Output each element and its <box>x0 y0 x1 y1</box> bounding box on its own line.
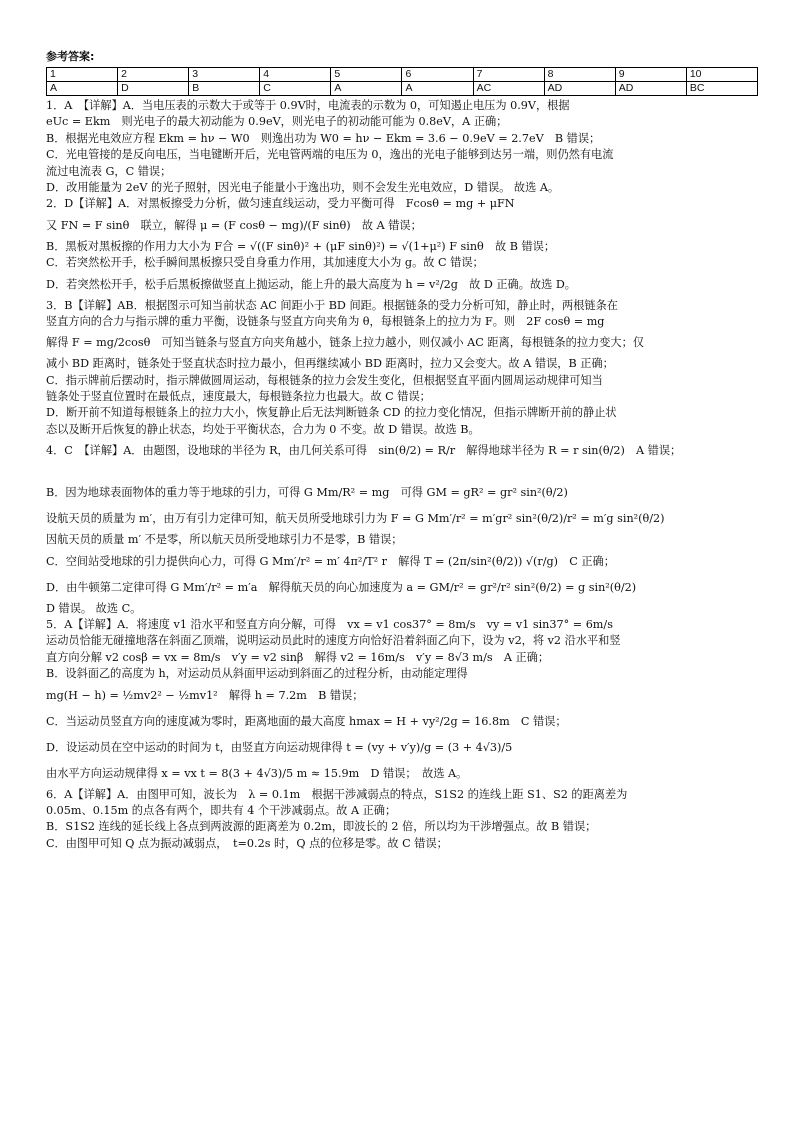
question-number-cell: 6 <box>402 68 473 82</box>
question-number-row <box>47 68 758 82</box>
reference-answer-heading: 参考答案: <box>46 50 95 63</box>
explanation-line: 设航天员的质量为 m′，由万有引力定律可知，航天员所受地球引力为 F = G Mm′/r² = m′gr² sin²(θ/2)/r² = m′g sin²(θ/2) <box>46 512 665 526</box>
explanation-line <box>46 464 758 480</box>
question-number-cell: 7 <box>473 68 544 82</box>
answer-cell: AC <box>473 82 544 96</box>
explanation-text <box>46 98 758 852</box>
question-number-cell: 3 <box>189 68 260 82</box>
answer-cell: AD <box>544 82 615 96</box>
question-number-cell: 4 <box>260 68 331 82</box>
explanation-line: 竖直方向的合力与指示牌的重力平衡，设链条与竖直方向夹角为 θ，每根链条上的拉力为 F。则 2F cosθ = mg <box>46 314 605 328</box>
explanation-line: 态以及断开后恢复的静止状态，均处于平衡状态，合力为 0 不变。故 D 错误。故选 B。 <box>46 422 480 436</box>
explanation-line: 因航天员的质量 m′ 不是零，所以航天员所受地球引力不是零，B 错误； <box>46 533 403 547</box>
explanation-line: 由水平方向运动规律得 x = vx t = 8(3 + 4√3)/5 m ≈ 15.9m D 错误； 故选 A。 <box>46 766 468 780</box>
explanation-line: B．黑板对黑板擦的作用力大小为 F合 = √((F sinθ)² + (μF sinθ)²) = √(1+μ²) F sinθ 故 B 错误； <box>46 239 556 253</box>
explanation-line: B．设斜面乙的高度为 h，对运动员从斜面甲运动到斜面乙的过程分析，由动能定理得 <box>46 667 468 681</box>
answer-cell: A <box>402 82 473 96</box>
explanation-line: C．由图甲可知 Q 点为振动减弱点， t=0.2s 时，Q 点的位移是零。故 C 错误； <box>46 836 448 850</box>
question-number-cell: 10 <box>686 68 757 82</box>
explanation-line: eUc = Ekm 则光电子的最大初动能为 0.9eV，则光电子的初动能可能为 0.8eV，A 正确； <box>46 115 508 129</box>
explanation-line: 流过电流表 G，C 错误； <box>46 164 172 178</box>
answer-cell: A <box>331 82 402 96</box>
answer-cell: AD <box>615 82 686 96</box>
explanation-line: 0.05m、0.15m 的点各有两个，即共有 4 个干涉减弱点。故 A 正确； <box>46 803 397 817</box>
question-number-cell: 1 <box>47 68 118 82</box>
explanation-line: D 错误。 故选 C。 <box>46 601 142 615</box>
explanation-line: B．因为地球表面物体的重力等于地球的引力，可得 G Mm/R² = mg 可得 GM = gR² = gr² sin²(θ/2) <box>46 486 568 500</box>
explanation-line: 直方向分解 v2 cosβ = vx = 8m/s v′y = v2 sinβ 解得 v2 = 16m/s v′y = 8√3 m/s A 正确； <box>46 650 550 664</box>
explanation-line: 解得 F = mg/2cosθ 可知当链条与竖直方向夹角越小，链条上拉力越小，则仅减小 AC 距离，每根链条的拉力变大；仅 <box>46 336 644 350</box>
answer-cell: C <box>260 82 331 96</box>
question-number-cell: 9 <box>615 68 686 82</box>
question-number-cell: 2 <box>118 68 189 82</box>
explanation-line: 又 FN = F sinθ 联立，解得 μ = (F cosθ − mg)/(F sinθ) 故 A 错误； <box>46 218 422 232</box>
answer-row <box>47 82 758 96</box>
answer-cell: BC <box>686 82 757 96</box>
explanation-line: 4．C 【详解】A．由题图，设地球的半径为 R，由几何关系可得 sin(θ/2) = R/r 解得地球半径为 R = r sin(θ/2) A 错误； <box>46 444 682 458</box>
explanation-line: C．当运动员竖直方向的速度减为零时，距离地面的最大高度 hmax = H + vy²/2g = 16.8m C 错误； <box>46 714 567 728</box>
explanation-line: D．设运动员在空中运动的时间为 t，由竖直方向运动规律得 t = (vy + v′y)/g = (3 + 4√3)/5 <box>46 740 513 754</box>
explanation-line: mg(H − h) = ½mv2² − ½mv1² 解得 h = 7.2m B 错误； <box>46 688 364 702</box>
question-number-cell: 5 <box>331 68 402 82</box>
explanation-line: B．S1S2 连线的延长线上各点到两波源的距离差为 0.2m，即波长的 2 倍，所以均为干涉增强点。故 B 错误； <box>46 820 597 834</box>
explanation-line: D．改用能量为 2eV 的光子照射，因光电子能量小于逸出功，则不会发生光电效应，D 错误。 故选 A。 <box>46 180 560 194</box>
question-number-cell: 8 <box>544 68 615 82</box>
answer-cell: B <box>189 82 260 96</box>
explanation-line: 运动员恰能无碰撞地落在斜面乙顶端，说明运动员此时的速度方向恰好沿着斜面乙向下，设为 v2，将 v2 沿水平和竖 <box>46 634 621 648</box>
answer-table <box>46 67 758 96</box>
explanation-line: B．根据光电效应方程 Ekm = hν − W0 则逸出功为 W0 = hν − Ekm = 3.6 − 0.9eV = 2.7eV B 错误； <box>46 131 601 145</box>
explanation-line: 1．A 【详解】A．当电压表的示数大于或等于 0.9V时，电流表的示数为 0，可知遏止电压为 0.9V，根据 <box>46 99 570 112</box>
explanation-line: C．指示牌前后摆动时，指示牌做圆周运动，每根链条的拉力会发生变化，但根据竖直平面内圆周运动规律可知当 <box>46 373 603 387</box>
explanation-line: C．空间站受地球的引力提供向心力，可得 G Mm′/r² = m′ 4π²/T² r 解得 T = (2π/sin²(θ/2)) √(r/g) C 正确； <box>46 554 615 568</box>
explanation-line: D．由牛顿第二定律可得 G Mm′/r² = m′a 解得航天员的向心加速度为 a = GM/r² = gr²/r² sin²(θ/2) = g sin²(θ/2) <box>46 580 637 594</box>
answer-page <box>46 48 758 852</box>
explanation-line: 2．D【详解】A．对黑板擦受力分析，做匀速直线运动，受力平衡可得 Fcosθ = mg + μFN <box>46 197 515 211</box>
explanation-line: 减小 BD 距离时，链条处于竖直状态时拉力最小，但再继续减小 BD 距离时，拉力又会变大。故 A 错误，B 正确； <box>46 357 614 371</box>
explanation-line: 链条处于竖直位置时在最低点，速度最大，每根链条拉力也最大。故 C 错误； <box>46 390 431 404</box>
explanation-line: 3．B【详解】AB．根据图示可知当前状态 AC 间距小于 BD 间距。根据链条的受力分析可知，静止时，两根链条在 <box>46 298 618 312</box>
explanation-line: 5．A【详解】A．将速度 v1 沿水平和竖直方向分解，可得 vx = v1 cos37° = 8m/s vy = v1 sin37° = 6m/s <box>46 618 613 632</box>
explanation-line: D．断开前不知道每根链条上的拉力大小，恢复静止后无法判断链条 CD 的拉力变化情况，但指示牌断开前的静止状 <box>46 406 617 420</box>
explanation-line: 6．A【详解】A．由图甲可知，波长为 λ = 0.1m 根据干涉减弱点的特点，S1S2 的连线上距 S1、S2 的距离差为 <box>46 787 628 801</box>
explanation-line: D．若突然松开手，松手后黑板擦做竖直上抛运动，能上升的最大高度为 h = v²/2g 故 D 正确。故选 D。 <box>46 277 576 291</box>
answer-cell: D <box>118 82 189 96</box>
explanation-line: C．光电管接的是反向电压，当电键断开后，光电管两端的电压为 0，逸出的光电子能够到达另一端，则仍然有电流 <box>46 148 614 162</box>
answer-cell: A <box>47 82 118 96</box>
explanation-line: C．若突然松开手，松手瞬间黑板擦只受自身重力作用，其加速度大小为 g。故 C 错误； <box>46 256 484 270</box>
